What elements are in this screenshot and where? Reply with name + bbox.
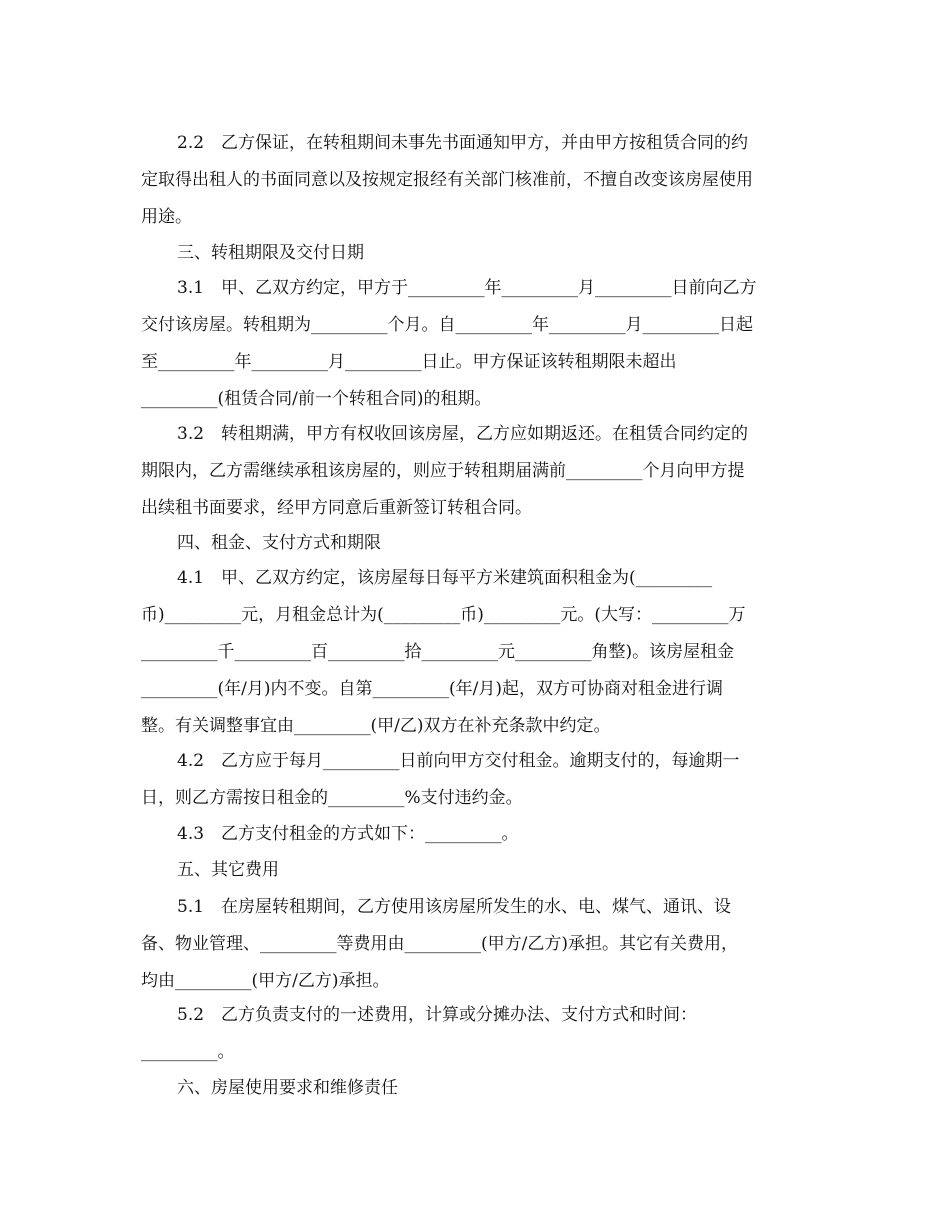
clause-5-2 <box>141 997 811 1071</box>
heading-text: 六、房屋使用要求和维修责任 <box>177 1078 398 1098</box>
clause-4-2 <box>141 743 811 817</box>
text-line: 至_________年_________月_________日止。甲方保证该转租期限未超出 <box>141 352 677 372</box>
clause-4-3 <box>141 816 811 853</box>
clause-4-1 <box>141 560 811 745</box>
clause-2-2 <box>141 125 811 236</box>
section-heading-4 <box>141 525 811 562</box>
text-line: 日，则乙方需按日租金的_________%支付违约金。 <box>141 788 523 808</box>
clause-5-1 <box>141 889 811 1000</box>
text-line: 定取得出租人的书面同意以及按规定报经有关部门核准前，不擅自改变该房屋使用 <box>141 170 753 190</box>
text-line: 币)_________元，月租金总计为(_________币)_________元。(大写：_________万 <box>141 605 746 625</box>
text-line: 2.2 乙方保证，在转租期间未事先书面通知甲方，并由甲方按租赁合同的约 <box>177 133 749 153</box>
text-line: 3.1 甲、乙双方约定，甲方于_________年_________月_________日前向乙方 <box>177 278 757 298</box>
heading-text: 三、转租期限及交付日期 <box>177 243 364 263</box>
text-line: 整。有关调整事宜由_________(甲/乙)双方在补充条款中约定。 <box>141 716 611 736</box>
text-line: 4.2 乙方应于每月_________日前向甲方交付租金。逾期支付的，每逾期一 <box>177 751 740 771</box>
text-line: _________。 <box>141 1042 235 1062</box>
text-line: 均由_________(甲方/乙方)承担。 <box>141 971 390 991</box>
heading-text: 五、其它费用 <box>177 860 279 880</box>
text-line: _________(租赁合同/前一个转租合同)的租期。 <box>141 389 492 409</box>
text-line: 出续租书面要求，经甲方同意后重新签订转租合同。 <box>141 498 532 518</box>
section-heading-6 <box>141 1070 811 1107</box>
text-line: 4.3 乙方支付租金的方式如下：_________。 <box>177 824 519 844</box>
text-line: 5.1 在房屋转租期间，乙方使用该房屋所发生的水、电、煤气、通讯、设 <box>177 897 732 917</box>
section-heading-5 <box>141 852 811 889</box>
text-line: 期限内，乙方需继续承租该房屋的，则应于转租期届满前_________个月向甲方提 <box>141 461 745 481</box>
clause-3-2 <box>141 416 811 527</box>
text-line: 4.1 甲、乙双方约定，该房屋每日每平方米建筑面积租金为(_________ <box>177 568 713 588</box>
text-line: 5.2 乙方负责支付的一述费用，计算或分摊办法、支付方式和时间： <box>177 1005 698 1025</box>
heading-text: 四、租金、支付方式和期限 <box>177 533 381 553</box>
section-heading-3 <box>141 235 811 272</box>
text-line: _________(年/月)内不变。自第_________(年/月)起，双方可协商对租金进行调 <box>141 679 723 699</box>
text-line: _________千_________百_________拾_________元_________角整)。该房屋租金 <box>141 642 735 662</box>
text-line: 交付该房屋。转租期为_________个月。自_________年_________月_________日起 <box>141 315 753 335</box>
clause-3-1 <box>141 270 811 418</box>
text-line: 用途。 <box>141 207 192 227</box>
text-line: 备、物业管理、_________等费用由_________(甲方/乙方)承担。其它有关费用， <box>141 934 738 954</box>
text-line: 3.2 转租期满，甲方有权收回该房屋，乙方应如期返还。在租赁合同约定的 <box>177 424 749 444</box>
